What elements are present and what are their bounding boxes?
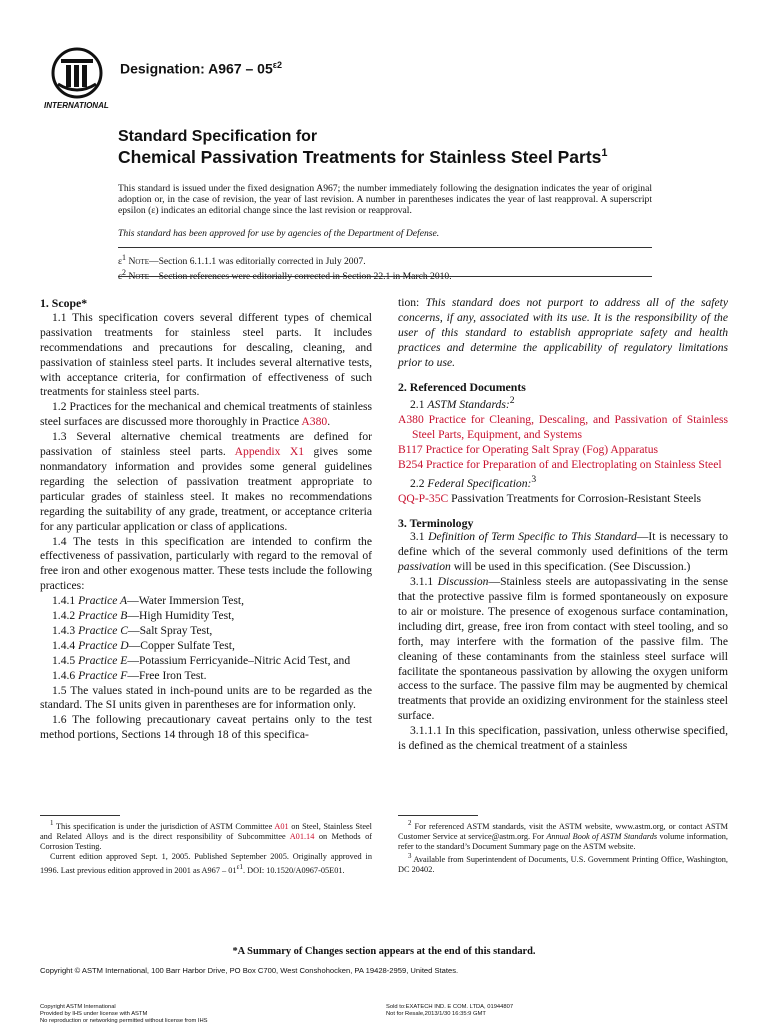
para-1-5: 1.5 The values stated in inch-pound units are to be regarded as the standard. The SI units given in parentheses are for information only. [40,683,372,712]
para-3-1-1-1: 3.1.1.1 In this specification, passivation, unless otherwise specified, is defined as the chemical treatment of a stainless [398,724,728,753]
practice-b: 1.4.2 Practice B—High Humidity Test, [52,609,235,623]
designation: Designation: $A967 - 05^{\varepsilon 2}$ [120,60,283,77]
editorial-notes [118,252,652,283]
practice-f: 1.4.6 Practice F—Free Iron Test. [52,668,207,682]
footnote-3: $^3$ Available from Superintendent of Documents, U.S. Government Printing Office, Washington, DC 20402. [398,853,728,875]
ref-link-a380-doc[interactable]: A380 [398,413,424,427]
ref-b117 [398,443,728,458]
title-line1: Standard Specification for [118,128,318,145]
editorial-note-2: $\varepsilon^2$ Note—Section references were editorially corrected in Section 22.1 in March 2010. [118,268,452,283]
para-1-1: 1.1 This specification covers several different types of chemical passivation treatments for stainless steel parts. It includes recommendations and precautions for descaling, cleaning, and passivation of stainless steel parts. It includes several alternative tests, with acceptance criteria, for confirmation of effectiveness of such treatments for stainless steel parts. [40,310,372,399]
para-1-4: 1.4 The tests in this specification are intended to confirm the effectiveness of passivation, particularly with regard to the removal of free iron and other exogenous matter. These tests include the following practices: [40,534,372,593]
para-1-3: 1.3 Several alternative chemical treatments are defined for passivation of stainless steel parts. Appendix X1 gives some nonmandatory information and provides some general guidelines regarding the selection of passivation treatment appropriate to particular grades of stainless steel. It makes no recommendations regarding the suitability of any grade, treatment, or acceptance criteria for any particular application or class of applications. [40,430,373,533]
license-notice-right: Sold to:EXATECH IND. E COM. LTDA, 01944807 Not for Resale,2013/1/30 16:35:9 GMT [386,1004,514,1017]
divider-top [118,247,652,248]
logo-caption: INTERNATIONAL [44,101,109,110]
ref-link-b254[interactable]: B254 [398,457,424,471]
footnote-2: $^2$ For referenced ASTM standards, visit the ASTM website, www.astm.org, or contact ASTM Customer Service at service@astm.org. For Annual Book of ASTM Standards volume information, refer to the standard’s Document Summary page on the ASTM website. [398,820,729,852]
ref-link-a01-14[interactable]: A01.14 [289,831,315,841]
astm-logo [40,46,114,112]
practice-d: 1.4.4 Practice D—Copper Sulfate Test, [52,638,235,652]
ref-link-qq-p-35c[interactable]: QQ-P-35C [398,491,449,505]
copyright-line: Copyright © ASTM International, 100 Barr Harbor Drive, PO Box C700, West Conshohocken, PA 19428-2959, United States. [40,966,459,975]
ref-link-a01[interactable]: A01 [274,821,289,831]
ref-title-b117[interactable]: Practice for Operating Salt Spray (Fog) Apparatus [422,443,659,457]
safety-caveat: tion: This standard does not purport to address all of the safety concerns, if any, associated with its use. It is the responsibility of the user of this standard to establish appropriate safety and health practices and determine the applicability of regulatory limitations prior to use. [398,296,728,369]
footnote-rule-left [40,815,120,816]
right-column [398,296,728,754]
summary-notice: *A Summary of Changes section appears at the end of this standard. [232,946,536,957]
intro-paragraph: This standard is issued under the fixed designation A967; the number immediately following the designation indicates the year of original adoption or, in the case of revision, the year of last revision. A number in parentheses indicates the year of last reapproval. A superscript epsilon (ε) indicates an editorial change since the last revision or reapproval. [118,183,652,217]
para-3-1: 3.1 Definition of Term Specific to This Standard—It is necessary to define which of the several commonly used definitions of the term passivation will be used in this specification. (See Discussion.) [398,530,729,574]
ref-b254 [398,458,728,473]
footnote-1: $^1$ This specification is under the jurisdiction of ASTM Committee A01 on Steel, Stainless Steel and Related Alloys and is the direct responsibility of Subcommittee A01.14 on Methods of Corrosion Testing. [40,820,372,852]
title-line2: Chemical Passivation Treatments for Stainless Steel Parts$^1$ [118,147,608,167]
practice-e: 1.4.5 Practice E—Potassium Ferricyanide–Nitric Acid Test, and [52,653,351,667]
ref-link-a380[interactable]: A380 [301,415,328,429]
footnotes-right [398,815,728,876]
federal-spec-label: 2.2 Federal Specification:$^3$ [410,473,537,490]
footnote-1-current-edition: Current edition approved Sept. 1, 2005. Published September 2005. Originally approved in 1996. Last previous edition approved in 2001 as $A967 - 01^{\varepsilon 1}$. DOI: 10.1520/A0967-05E01. [40,852,372,875]
practice-c: 1.4.3 Practice C—Salt Spray Test, [52,623,213,637]
left-column [40,296,372,743]
divider-notes [118,276,652,277]
footnote-rule-right [398,815,478,816]
ref-title-b254[interactable]: Practice for Preparation of and Electroplating on Stainless Steel [423,457,722,471]
para-1-2: 1.2 Practices for the mechanical and chemical treatments of stainless steel surfaces are discussed more thoroughly in Practice A380. [40,400,372,429]
scope-heading: 1. Scope* [40,296,88,310]
dod-approval-note: This standard has been approved for use by agencies of the Department of Defense. [118,228,440,239]
para-3-1-1: 3.1.1 Discussion—Stainless steels are autopassivating in the sense that the protective passive film is formed spontaneously on exposure to air or moisture. The presence of exogenous surface contamination, including dirt, grease, free iron from contact with steel tooling, and so forth, may interfere with the formation of the passive film. The cleaning of these contaminants from the stainless steel surface will facilitate the spontaneous passivation by allowing the oxygen uniform access to the surface. The passive film may be augmented by chemical treatments that provide an oxidizing environment for the stainless steel surface. [398,575,728,723]
refdocs-heading: 2. Referenced Documents [398,379,526,394]
ref-qq-p-35c: QQ-P-35C Passivation Treatments for Corrosion-Resistant Steels [398,491,702,505]
editorial-note-1: $\varepsilon^1$ Note—Section 6.1.1.1 was editorially corrected in July 2007. [118,253,366,268]
terminology-heading: 3. Terminology [398,515,474,530]
ref-link-b117[interactable]: B117 [398,443,423,457]
footnotes-left [40,815,372,876]
ref-a380 [398,413,728,443]
ref-title-a380[interactable]: Practice for Cleaning, Descaling, and Passivation of Stainless Steel Parts, Equipment, and Systems [412,413,728,442]
license-notice-left: Copyright ASTM International Provided by IHS under license with ASTM No reproduction or networking permitted without license from IHS [40,1004,208,1024]
practice-a: 1.4.1 Practice A—Water Immersion Test, [52,594,244,608]
astm-standards-label: 2.1 ASTM Standards:$^2$ [410,395,515,412]
ref-link-appendix-x1[interactable]: Appendix X1 [234,445,305,459]
para-1-6: 1.6 The following precautionary caveat pertains only to the test method portions, Sections 14 through 18 of this specifica- [40,713,372,742]
